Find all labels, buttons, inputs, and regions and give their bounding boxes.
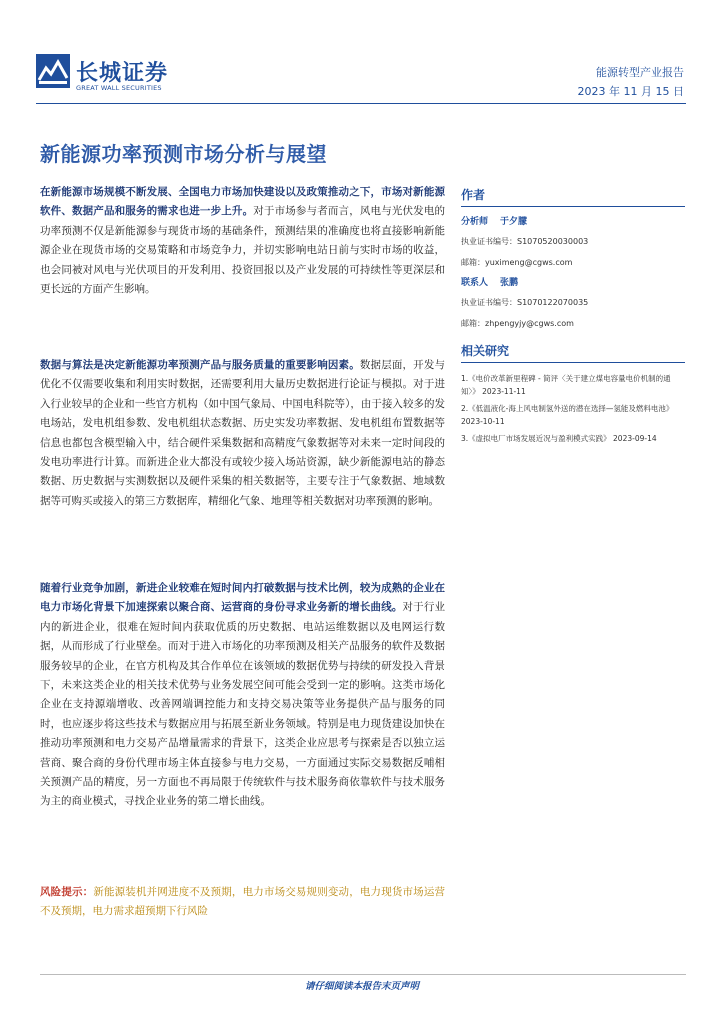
header-divider	[36, 103, 686, 104]
analyst-name: 于夕朦	[500, 217, 528, 227]
great-wall-logo-icon	[36, 54, 70, 88]
contact-role: 联系人	[461, 278, 489, 288]
footer-divider	[40, 974, 686, 975]
related-research-item[interactable]: 3.《虚拟电厂市场发展近况与盈利模式实践》 2023-09-14	[461, 434, 657, 443]
paragraph-text: 对于行业内的新进企业，很难在短时间内获取优质的历史数据、电站运维数据以及电网运行数据，从而形成了行业壁垒。而对于进入市场化的功率预测及相关产品服务的软件及数据服务较早的企业，在官方机构及其合作单位在该领域的数据优势与持续的研发投入背景下，未来这类企业的相关技术优势与业务发展空间可能会受到一定的影响。这类市场化企业在支持源端增收、改善网端调控能力和支持交易决策等业务提供产品与服务的同时，也应逐步将这些技术与数据应用与拓展至新业务领域。特别是电力现货建设加快在推动功率预测和电力交易产品增量需求的背景下，这类企业应思考与探索是否以独立运营商、聚合商的身份代理市场主体直接参与电力交易，一方面通过实际交易数据反哺相关预测产品的精度，另一方面也不再局限于传统软件与技术服务商依靠软件与技术服务为主的商业模式，寻找企业业务的第二增长曲线。	[40, 601, 446, 808]
paragraph-data-algorithm	[40, 356, 445, 511]
paragraph-text: 对于市场参与者而言，风电与光伏发电的功率预测不仅是新能源参与现货市场的基础条件，预测结果的准确度也将直接影响新能源企业在现货市场的交易策略和市场竞争力，并切实影响电站日前与实时市场的收益，也会同被对风电与光伏项目的开发利用、投资回报以及产业发展的可持续性等更深层和更长远的方面产生影响。	[40, 205, 446, 296]
risk-text: 新能源装机并网进度不及预期，电力市场交易规则变动，电力现货市场运营不及预期，电力需求超预期下行风险	[40, 886, 446, 918]
related-research-item[interactable]: 1.《电价改革新里程碑 - 简评〈关于建立煤电容量电价机制的通知〉》 2023-11-11	[461, 374, 671, 396]
paragraph-market-demand	[40, 183, 445, 299]
contact-cert: 执业证书编号：S1070122070035	[461, 298, 589, 307]
risk-label: 风险提示：	[40, 886, 94, 898]
sidebar	[461, 186, 685, 445]
related-research-heading: 相关研究	[461, 342, 685, 363]
company-logo	[36, 54, 196, 94]
logo-english-name: GREAT WALL SECURITIES	[76, 84, 162, 92]
contact-email[interactable]: 邮箱：zhpengyjy@cgws.com	[461, 319, 574, 328]
analyst-email[interactable]: 邮箱：yuximeng@cgws.com	[461, 258, 573, 267]
risk-warning	[40, 883, 445, 922]
analyst-role: 分析师	[461, 217, 489, 227]
paragraph-lead: 在新能源市场规模不断发展、全国电力市场加快建设以及政策推动之下，市场对新能源软件、数据产品和服务的需求也进一步上升。	[40, 186, 445, 218]
logo-chinese-name: 长城证券	[76, 61, 169, 86]
paragraph-text: 数据层面，开发与优化不仅需要收集和利用实时数据，还需要利用大量历史数据进行论证与模拟。对于进入行业较早的企业和一些官方机构（如中国气象局、中国电科院等），由于接入较多的发电场站，发电机组参数、发电机组状态数据、历史实发功率数据、发电机组布置数据等信息也都包含模型输入中，结合硬件采集数据和高精度气象数据等对未来一定时间段的发电功率进行计算。而新进企业大都没有或较少接入场站资源，缺少新能源电站的静态数据、历史数据与实测数据以及硬件采集的相关数据等，主要专注于气象数据、地域数据等可购买或接入的第三方数据库，精细化气象、地理等相关数据对功率预测的影响。	[40, 359, 446, 507]
footer-disclaimer: 请仔细阅读本报告末页声明	[304, 981, 419, 992]
paragraph-lead: 数据与算法是决定新能源功率预测产品与服务质量的重要影响因素。	[40, 359, 360, 371]
contact-name: 张鹏	[500, 278, 519, 288]
report-type: 能源转型产业报告	[596, 66, 684, 79]
report-title: 新能源功率预测市场分析与展望	[40, 142, 327, 166]
report-date: 2023 年 11 月 15 日	[577, 85, 684, 98]
analyst-name-row	[461, 215, 685, 229]
paragraph-lead: 随着行业竞争加剧，新进企业较难在短时间内打破数据与技术比例，较为成熟的企业在电力市场化背景下加速探索以聚合商、运营商的身份寻求业务新的增长曲线。	[40, 582, 445, 614]
authors-heading: 作者	[461, 186, 685, 207]
contact-name-row	[461, 276, 685, 290]
analyst-cert: 执业证书编号：S1070520030003	[461, 237, 589, 246]
paragraph-competition	[40, 579, 445, 812]
related-research-item[interactable]: 2.《低温液化-海上风电制氢外送的潜在选择—氢能及燃料电池》 2023-10-11	[461, 404, 674, 426]
